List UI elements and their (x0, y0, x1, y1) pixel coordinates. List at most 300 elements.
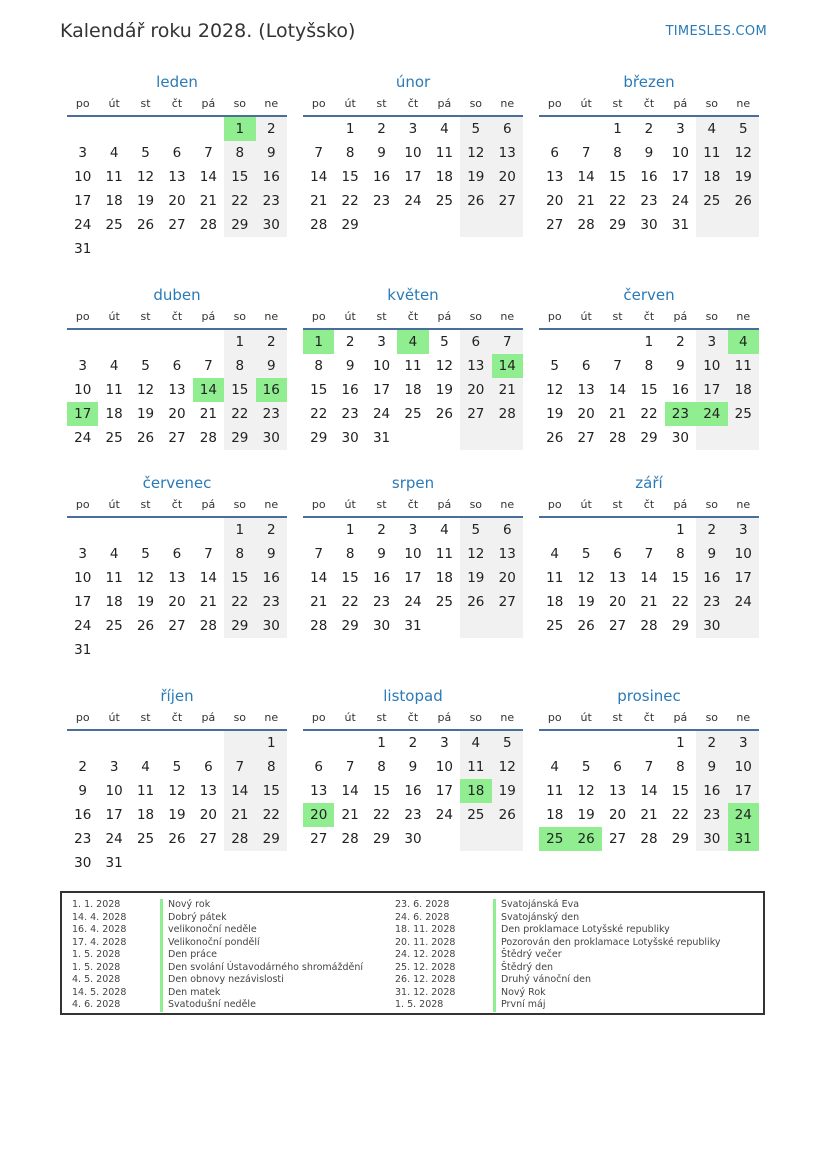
day-cell: 3 (408, 522, 418, 538)
day-cell: 14 (199, 570, 217, 586)
day-cell: 3 (78, 358, 87, 374)
day-cell: 3 (78, 546, 87, 562)
day-cell: 7 (613, 358, 622, 374)
day-cell: 25 (539, 827, 570, 851)
day-cell: 1 (377, 735, 386, 751)
day-cell: 24 (671, 193, 689, 209)
weekday-label: ne (736, 498, 751, 511)
day-cell: 27 (168, 618, 186, 634)
day-cell: 4 (109, 358, 119, 374)
holiday-name: velikonoční neděle (160, 924, 257, 937)
day-cell: 6 (492, 117, 523, 141)
day-cell: 26 (492, 803, 523, 827)
day-cell: 4 (440, 121, 449, 137)
holiday-name: Štědrý den (493, 962, 553, 975)
day-cell: 20 (168, 594, 186, 610)
day-cell: 7 (314, 145, 323, 161)
day-cell: 27 (168, 430, 186, 446)
day-cell: 26 (570, 827, 601, 851)
weekday-header (67, 498, 287, 518)
weekday-header (303, 97, 523, 117)
weekday-label: so (705, 711, 719, 724)
weekday-label: út (344, 310, 356, 323)
month-name: březen (623, 73, 675, 91)
day-cell: 6 (204, 759, 213, 775)
day-cell: 6 (172, 546, 182, 562)
day-cell: 2 (408, 735, 418, 751)
day-cell: 9 (256, 354, 287, 378)
day-cell: 1 (676, 735, 685, 751)
empty-cell (397, 213, 428, 237)
day-cell: 19 (492, 779, 523, 803)
holiday-date: 4. 6. 2028 (72, 999, 121, 1010)
empty-cell (429, 426, 460, 450)
day-cell: 26 (435, 406, 453, 422)
day-cell: 30 (256, 426, 287, 450)
day-cell: 10 (671, 145, 689, 161)
empty-cell (728, 213, 759, 237)
empty-cell (460, 213, 491, 237)
day-cell: 26 (136, 430, 155, 446)
day-cell: 2 (377, 121, 386, 137)
day-cell: 9 (408, 759, 418, 775)
empty-cell (570, 117, 601, 141)
day-cell: 11 (460, 755, 491, 779)
weekday-label: ne (736, 310, 751, 323)
empty-cell (161, 518, 192, 542)
empty-cell (429, 827, 460, 851)
day-cell: 17 (105, 807, 123, 823)
weekday-label: po (75, 498, 90, 511)
empty-cell (602, 330, 633, 354)
empty-cell (161, 237, 192, 261)
empty-cell (130, 731, 161, 755)
day-cell: 21 (640, 594, 658, 610)
day-cell: 19 (577, 594, 595, 610)
day-cell: 12 (460, 141, 491, 165)
day-cell: 2 (696, 731, 727, 755)
day-cell: 14 (310, 570, 328, 586)
day-cell: 28 (640, 618, 658, 634)
holiday-name: Svatojánský den (493, 912, 579, 925)
empty-cell (224, 237, 255, 261)
day-cell: 1 (224, 518, 255, 542)
day-cell: 27 (608, 618, 627, 634)
day-cell: 2 (256, 330, 287, 354)
day-cell: 31 (404, 618, 422, 634)
day-cell: 7 (644, 759, 654, 775)
day-cell: 11 (696, 141, 727, 165)
day-cell: 26 (728, 189, 759, 213)
weekday-label: út (344, 97, 356, 110)
weekday-label: po (75, 97, 90, 110)
day-cell: 7 (204, 546, 213, 562)
day-cell: 20 (492, 566, 523, 590)
day-cell: 29 (310, 430, 328, 446)
weekday-label: út (344, 498, 356, 511)
day-cell: 7 (581, 145, 591, 161)
day-cell: 19 (460, 165, 491, 189)
weekday-label: út (580, 711, 592, 724)
weekday-label: so (233, 97, 247, 110)
weekday-label: ne (264, 97, 279, 110)
holiday-name: Pozorován den proklamace Lotyšské republiky (493, 937, 720, 950)
site-link[interactable]: TIMESLES.COM (665, 24, 767, 39)
day-cell: 30 (74, 855, 92, 871)
day-cell: 7 (314, 546, 323, 562)
day-cell: 22 (608, 193, 627, 209)
weekday-label: so (233, 711, 247, 724)
day-cell: 12 (136, 570, 155, 586)
day-cell: 15 (256, 779, 287, 803)
empty-cell (193, 518, 224, 542)
day-cell: 14 (640, 570, 658, 586)
day-cell: 3 (78, 145, 87, 161)
weekday-label: so (469, 310, 483, 323)
empty-cell (696, 426, 727, 450)
day-cell: 17 (696, 378, 727, 402)
weekday-label: ne (500, 97, 515, 110)
day-cell: 18 (105, 594, 123, 610)
day-cell: 20 (577, 406, 595, 422)
holiday-date: 23. 6. 2028 (395, 899, 450, 910)
day-cell: 28 (224, 827, 255, 851)
weekday-label: pá (437, 310, 452, 323)
day-cell: 8 (224, 354, 255, 378)
day-cell: 17 (74, 594, 92, 610)
day-cell: 31 (74, 241, 92, 257)
weekday-label: čt (407, 97, 419, 110)
day-cell: 10 (74, 382, 92, 398)
empty-cell (570, 731, 601, 755)
day-cell: 27 (608, 831, 627, 847)
day-cell: 22 (671, 807, 689, 823)
weekday-label: ne (500, 711, 515, 724)
month-září (539, 474, 759, 638)
empty-cell (256, 237, 287, 261)
day-cell: 30 (404, 831, 422, 847)
holiday-name: Den svolání Ústavodárného shromáždění (160, 962, 363, 975)
weekday-label: čt (407, 711, 419, 724)
day-cell: 15 (671, 570, 689, 586)
weekday-label: po (547, 97, 562, 110)
day-cell: 13 (577, 382, 595, 398)
day-cell: 5 (550, 358, 559, 374)
day-cell: 25 (546, 618, 564, 634)
month-name: říjen (160, 687, 194, 705)
weekday-label: pá (437, 711, 452, 724)
weekday-label: st (612, 498, 623, 511)
day-cell: 5 (728, 117, 759, 141)
day-cell: 4 (397, 330, 428, 354)
holiday-name: První máj (493, 999, 546, 1012)
day-grid (303, 731, 523, 851)
day-cell: 10 (74, 169, 92, 185)
weekday-label: st (376, 711, 387, 724)
day-cell: 21 (199, 406, 217, 422)
weekday-header (67, 310, 287, 330)
day-cell: 18 (105, 406, 123, 422)
month-name: listopad (383, 687, 443, 705)
day-cell: 19 (460, 566, 491, 590)
day-cell: 8 (377, 759, 386, 775)
empty-cell (193, 117, 224, 141)
weekday-label: čt (407, 498, 419, 511)
day-cell: 20 (492, 165, 523, 189)
holiday-name: Velikonoční pondělí (160, 937, 260, 950)
day-cell: 12 (577, 570, 595, 586)
day-cell: 14 (193, 378, 224, 402)
day-cell: 26 (136, 217, 155, 233)
day-cell: 18 (435, 169, 453, 185)
day-cell: 8 (256, 755, 287, 779)
day-cell: 7 (644, 546, 654, 562)
day-cell: 17 (67, 402, 98, 426)
day-cell: 24 (404, 594, 422, 610)
day-cell: 17 (372, 382, 391, 398)
holiday-date: 1. 5. 2028 (395, 999, 444, 1010)
day-cell: 20 (199, 807, 217, 823)
day-cell: 12 (577, 783, 595, 799)
holiday-name: Den obnovy nezávislosti (160, 974, 284, 987)
day-cell: 22 (256, 803, 287, 827)
day-cell: 29 (256, 827, 287, 851)
empty-cell (98, 330, 129, 354)
day-cell: 21 (199, 594, 217, 610)
day-cell: 15 (224, 566, 255, 590)
day-cell: 3 (728, 731, 759, 755)
day-cell: 1 (224, 330, 255, 354)
day-cell: 7 (204, 145, 213, 161)
empty-cell (193, 638, 224, 662)
day-cell: 11 (546, 783, 564, 799)
day-cell: 26 (136, 618, 155, 634)
empty-cell (570, 518, 601, 542)
day-cell: 11 (105, 570, 123, 586)
day-cell: 13 (492, 141, 523, 165)
holiday-date: 20. 11. 2028 (395, 936, 456, 948)
weekday-label: út (580, 97, 592, 110)
weekday-label: st (612, 97, 623, 110)
day-cell: 23 (696, 590, 727, 614)
weekday-label: čt (407, 310, 419, 323)
empty-cell (67, 731, 98, 755)
empty-cell (224, 851, 255, 875)
day-cell: 1 (303, 330, 334, 354)
day-cell: 16 (256, 165, 287, 189)
day-cell: 17 (435, 783, 453, 799)
weekday-label: so (469, 498, 483, 511)
day-cell: 16 (372, 169, 391, 185)
day-cell: 13 (460, 354, 491, 378)
day-cell: 15 (372, 783, 391, 799)
day-cell: 15 (224, 378, 255, 402)
weekday-label: st (376, 498, 387, 511)
day-cell: 11 (435, 546, 453, 562)
weekday-label: pá (201, 498, 216, 511)
weekday-label: po (311, 711, 326, 724)
day-cell: 19 (136, 193, 155, 209)
day-cell: 24 (74, 217, 92, 233)
weekday-label: st (140, 498, 151, 511)
holiday-name: Štědrý večer (493, 949, 562, 962)
day-cell: 21 (640, 807, 658, 823)
day-cell: 2 (676, 334, 685, 350)
day-cell: 15 (640, 382, 658, 398)
month-name: únor (395, 73, 431, 91)
empty-cell (98, 638, 129, 662)
day-cell: 22 (671, 594, 689, 610)
day-cell: 14 (341, 783, 359, 799)
day-cell: 27 (577, 430, 595, 446)
day-cell: 8 (314, 358, 323, 374)
weekday-label: čt (171, 97, 183, 110)
weekday-label: st (140, 310, 151, 323)
day-cell: 8 (345, 546, 355, 562)
day-cell: 22 (224, 402, 255, 426)
day-cell: 24 (728, 803, 759, 827)
day-cell: 11 (728, 354, 759, 378)
day-cell: 12 (460, 542, 491, 566)
weekday-header (539, 310, 759, 330)
empty-cell (161, 731, 192, 755)
day-cell: 28 (640, 831, 658, 847)
weekday-header (303, 310, 523, 330)
empty-cell (98, 237, 129, 261)
weekday-label: po (311, 498, 326, 511)
empty-cell (366, 213, 397, 237)
day-cell: 1 (613, 121, 622, 137)
day-cell: 19 (136, 406, 155, 422)
day-cell: 21 (224, 803, 255, 827)
day-cell: 16 (256, 566, 287, 590)
day-cell: 29 (341, 217, 359, 233)
weekday-label: út (580, 310, 592, 323)
day-cell: 3 (440, 735, 449, 751)
day-cell: 21 (341, 807, 359, 823)
day-cell: 14 (199, 169, 217, 185)
weekday-label: čt (643, 97, 655, 110)
holiday-date: 1. 5. 2028 (72, 961, 121, 973)
holiday-date: 17. 4. 2028 (72, 936, 127, 948)
day-cell: 19 (728, 165, 759, 189)
day-cell: 27 (492, 189, 523, 213)
day-cell: 29 (671, 831, 689, 847)
day-cell: 27 (168, 217, 186, 233)
day-cell: 1 (345, 121, 355, 137)
day-cell: 23 (341, 406, 359, 422)
day-cell: 4 (550, 546, 559, 562)
day-cell: 4 (696, 117, 727, 141)
day-cell: 13 (492, 542, 523, 566)
month-name: prosinec (617, 687, 681, 705)
month-leden (67, 73, 287, 261)
day-cell: 8 (224, 542, 255, 566)
empty-cell (602, 518, 633, 542)
month-name: září (635, 474, 663, 492)
day-cell: 21 (492, 378, 523, 402)
day-cell: 22 (640, 406, 658, 422)
holiday-name: Den práce (160, 949, 217, 962)
day-cell: 6 (314, 759, 323, 775)
day-cell: 22 (341, 193, 359, 209)
day-cell: 7 (204, 358, 213, 374)
day-cell: 18 (728, 378, 759, 402)
empty-cell (67, 117, 98, 141)
holiday-date: 1. 1. 2028 (72, 899, 121, 910)
weekday-label: čt (643, 498, 655, 511)
weekday-label: pá (201, 711, 216, 724)
weekday-label: st (612, 711, 623, 724)
day-cell: 22 (224, 189, 255, 213)
empty-cell (728, 614, 759, 638)
weekday-label: po (75, 711, 90, 724)
weekday-label: čt (171, 310, 183, 323)
empty-cell (98, 117, 129, 141)
day-cell: 10 (105, 783, 123, 799)
day-cell: 5 (460, 117, 491, 141)
day-cell: 28 (310, 618, 328, 634)
day-cell: 29 (640, 430, 658, 446)
weekday-label: čt (643, 310, 655, 323)
month-duben (67, 286, 287, 450)
holiday-name: Svatojánská Eva (493, 899, 579, 912)
empty-cell (570, 330, 601, 354)
day-cell: 11 (136, 783, 155, 799)
day-cell: 26 (546, 430, 564, 446)
day-cell: 5 (141, 546, 150, 562)
empty-cell (130, 237, 161, 261)
day-cell: 6 (581, 358, 591, 374)
weekday-label: pá (437, 97, 452, 110)
month-name: květen (387, 286, 439, 304)
holiday-name: Nový rok (160, 899, 210, 912)
weekday-label: po (311, 97, 326, 110)
day-cell: 18 (696, 165, 727, 189)
weekday-label: po (547, 711, 562, 724)
day-cell: 9 (696, 755, 727, 779)
month-únor (303, 73, 523, 237)
empty-cell (492, 827, 523, 851)
weekday-label: po (311, 310, 326, 323)
weekday-header (303, 498, 523, 518)
day-cell: 17 (728, 779, 759, 803)
day-cell: 13 (168, 169, 186, 185)
day-cell: 4 (728, 330, 759, 354)
day-grid (67, 330, 287, 450)
day-cell: 27 (199, 831, 217, 847)
day-cell: 25 (728, 402, 759, 426)
day-cell: 25 (136, 831, 155, 847)
empty-cell (539, 518, 570, 542)
day-cell: 16 (256, 378, 287, 402)
day-cell: 23 (372, 594, 391, 610)
empty-cell (633, 731, 664, 755)
empty-cell (303, 117, 334, 141)
day-cell: 25 (435, 193, 453, 209)
empty-cell (397, 426, 428, 450)
empty-cell (256, 638, 287, 662)
day-cell: 9 (676, 358, 685, 374)
empty-cell (130, 117, 161, 141)
weekday-label: pá (201, 97, 216, 110)
day-grid (67, 731, 287, 875)
weekday-label: so (233, 310, 247, 323)
day-cell: 1 (644, 334, 654, 350)
day-cell: 14 (224, 779, 255, 803)
holiday-date: 18. 11. 2028 (395, 924, 456, 935)
day-cell: 21 (608, 406, 627, 422)
